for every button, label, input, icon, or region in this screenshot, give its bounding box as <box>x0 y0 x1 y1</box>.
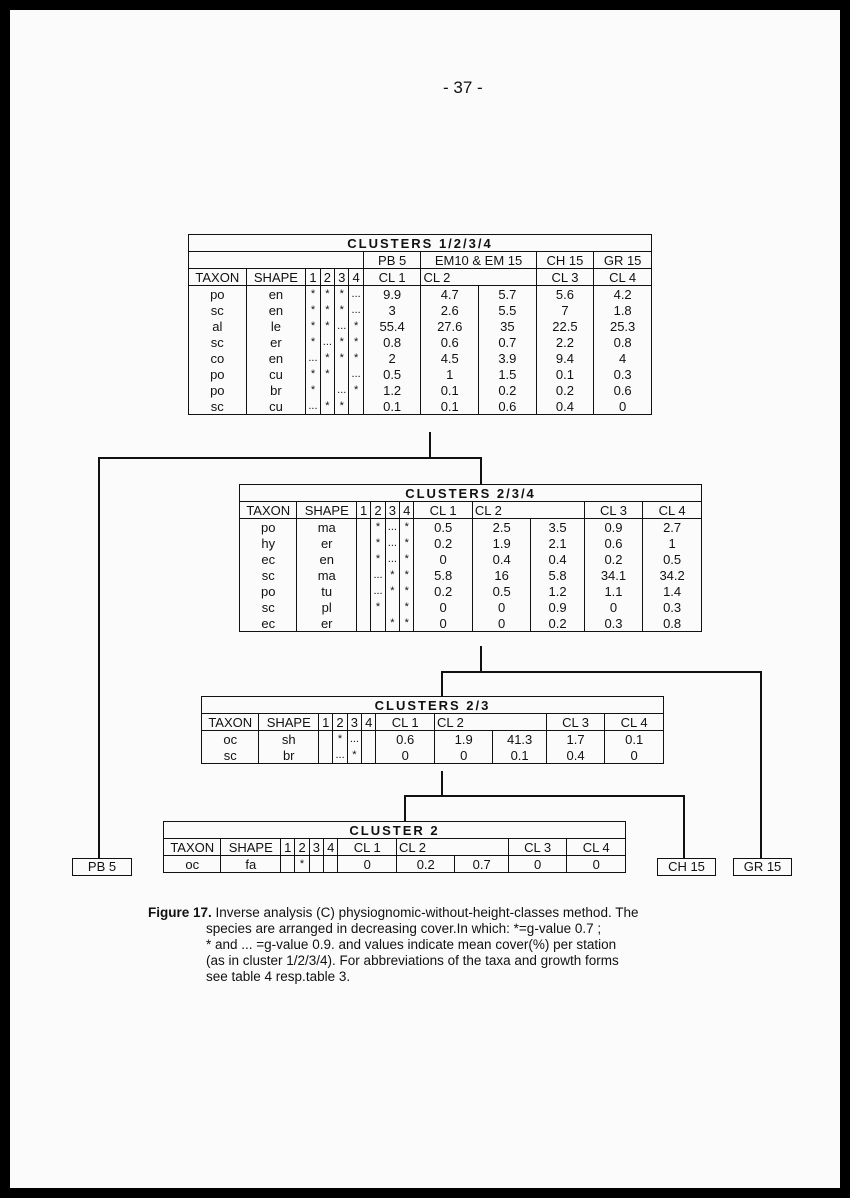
gvalue-cell: ... <box>333 747 347 764</box>
gvalue-cell: * <box>306 382 320 398</box>
figure-caption <box>148 905 718 985</box>
cover-cell: 4.5 <box>421 350 479 366</box>
table-body <box>202 731 664 764</box>
gvalue-cell: * <box>320 286 334 303</box>
cover-cell: 5.5 <box>479 302 537 318</box>
header-cl1: CL 1 <box>414 502 472 519</box>
cover-cell: 0 <box>376 747 435 764</box>
header-col-3: 3 <box>335 269 349 286</box>
header-cl2: CL 2 <box>421 269 536 286</box>
gvalue-cell: * <box>400 535 414 551</box>
cover-cell: 0.4 <box>472 551 530 567</box>
table-title: CLUSTERS 2/3 <box>202 697 664 714</box>
shape-cell: cu <box>246 398 306 415</box>
cover-cell: 5.8 <box>531 567 584 583</box>
leaf-pb5: PB 5 <box>72 858 132 876</box>
table-row <box>164 856 626 873</box>
gvalue-cell <box>356 583 370 599</box>
cover-cell: 3.9 <box>479 350 537 366</box>
cover-cell: 0 <box>414 615 472 632</box>
shape-cell: er <box>246 334 306 350</box>
shape-cell: en <box>297 551 357 567</box>
cover-cell: 9.4 <box>536 350 594 366</box>
cover-cell: 0 <box>508 856 567 873</box>
cover-cell: 34.2 <box>643 567 702 583</box>
header-col-4: 4 <box>349 269 363 286</box>
cover-cell: 5.8 <box>414 567 472 583</box>
table-row <box>240 599 702 615</box>
cover-cell: 1.5 <box>479 366 537 382</box>
gvalue-cell: * <box>349 350 363 366</box>
gvalue-cell: * <box>306 302 320 318</box>
header-cl1: CL 1 <box>376 714 435 731</box>
cover-cell: 1.4 <box>643 583 702 599</box>
header-cl4: CL 4 <box>594 269 652 286</box>
cover-cell: 0.2 <box>479 382 537 398</box>
shape-cell: en <box>246 302 306 318</box>
shape-cell: er <box>297 535 357 551</box>
cover-cell: 0.1 <box>363 398 421 415</box>
shape-cell: tu <box>297 583 357 599</box>
gvalue-cell <box>356 615 370 632</box>
cover-cell: 0 <box>414 599 472 615</box>
header-shape: SHAPE <box>297 502 357 519</box>
gvalue-cell: ... <box>385 535 399 551</box>
table-row <box>240 535 702 551</box>
shape-cell: ma <box>297 519 357 536</box>
table-row <box>189 366 652 382</box>
table-title: CLUSTERS 1/2/3/4 <box>189 235 652 252</box>
gvalue-cell <box>324 856 338 873</box>
gvalue-cell <box>371 615 385 632</box>
shape-cell: cu <box>246 366 306 382</box>
header-col-3: 3 <box>309 839 323 856</box>
tree-line <box>429 432 431 458</box>
cover-cell: 3 <box>363 302 421 318</box>
table-row <box>240 567 702 583</box>
header-col-2: 2 <box>371 502 385 519</box>
cover-cell: 0.2 <box>536 382 594 398</box>
group-label: CH 15 <box>536 252 594 269</box>
cover-cell: 2.2 <box>536 334 594 350</box>
table-row <box>240 551 702 567</box>
table-row <box>189 318 652 334</box>
shape-cell: ma <box>297 567 357 583</box>
header-taxon: TAXON <box>240 502 297 519</box>
caption-line: (as in cluster 1/2/3/4). For abbreviations of the taxa and growth forms <box>206 953 619 968</box>
table-row <box>240 519 702 536</box>
gvalue-cell: ... <box>335 382 349 398</box>
gvalue-cell: ... <box>347 731 361 748</box>
cover-cell: 1.2 <box>363 382 421 398</box>
gvalue-cell <box>320 382 334 398</box>
cover-cell: 4 <box>594 350 652 366</box>
taxon-cell: sc <box>240 567 297 583</box>
cover-cell: 1.1 <box>584 583 642 599</box>
cover-cell: 0 <box>584 599 642 615</box>
cover-cell: 1.8 <box>594 302 652 318</box>
shape-cell: en <box>246 350 306 366</box>
header-cl3: CL 3 <box>508 839 567 856</box>
header-cl3: CL 3 <box>546 714 605 731</box>
shape-cell: er <box>297 615 357 632</box>
table-row <box>189 286 652 303</box>
shape-cell: en <box>246 286 306 303</box>
taxon-cell: ec <box>240 615 297 632</box>
cover-cell: 0.8 <box>643 615 702 632</box>
cover-cell: 25.3 <box>594 318 652 334</box>
cover-cell: 1 <box>421 366 479 382</box>
gvalue-cell: * <box>335 350 349 366</box>
table-row <box>202 731 664 748</box>
group-label: GR 15 <box>594 252 652 269</box>
gvalue-cell: * <box>335 302 349 318</box>
tree-line <box>441 671 443 696</box>
cover-cell: 7 <box>536 302 594 318</box>
table-body <box>164 856 626 873</box>
cover-cell: 0.5 <box>414 519 472 536</box>
cover-cell: 0.6 <box>594 382 652 398</box>
cover-cell: 0 <box>338 856 397 873</box>
tree-line <box>404 795 406 821</box>
shape-cell: sh <box>259 731 319 748</box>
cover-cell: 27.6 <box>421 318 479 334</box>
taxon-cell: sc <box>189 334 247 350</box>
cover-cell: 0.1 <box>421 382 479 398</box>
gvalue-cell: * <box>320 302 334 318</box>
gvalue-cell: * <box>320 366 334 382</box>
cover-cell: 0.6 <box>479 398 537 415</box>
cover-cell: 41.3 <box>493 731 546 748</box>
taxon-cell: oc <box>164 856 221 873</box>
cluster-table-23 <box>201 696 664 764</box>
group-label: EM10 & EM 15 <box>421 252 536 269</box>
table-row <box>202 747 664 764</box>
cover-cell: 2.7 <box>643 519 702 536</box>
gvalue-cell: * <box>400 615 414 632</box>
gvalue-cell: * <box>371 519 385 536</box>
gvalue-cell: * <box>320 398 334 415</box>
header-cl4: CL 4 <box>643 502 702 519</box>
gvalue-cell: * <box>349 334 363 350</box>
table-row <box>189 350 652 366</box>
cover-cell: 0.2 <box>396 856 455 873</box>
cover-cell: 0.2 <box>414 583 472 599</box>
cover-cell: 22.5 <box>536 318 594 334</box>
gvalue-cell: * <box>385 615 399 632</box>
gvalue-cell: ... <box>349 302 363 318</box>
cover-cell: 0.3 <box>584 615 642 632</box>
gvalue-cell: ... <box>349 286 363 303</box>
gvalue-cell: * <box>400 551 414 567</box>
gvalue-cell <box>356 599 370 615</box>
cover-cell: 0.8 <box>363 334 421 350</box>
cover-cell: 0.1 <box>536 366 594 382</box>
header-cl1: CL 1 <box>363 269 421 286</box>
gvalue-cell: ... <box>306 350 320 366</box>
gvalue-cell: * <box>320 350 334 366</box>
cover-cell: 0 <box>472 599 530 615</box>
header-taxon: TAXON <box>164 839 221 856</box>
table-body <box>240 519 702 632</box>
gvalue-cell <box>356 535 370 551</box>
header-col-4: 4 <box>400 502 414 519</box>
table-row <box>189 334 652 350</box>
cover-cell: 0.9 <box>584 519 642 536</box>
gvalue-cell <box>362 731 376 748</box>
gvalue-cell: ... <box>349 366 363 382</box>
header-cl1: CL 1 <box>338 839 397 856</box>
header-cl4: CL 4 <box>605 714 664 731</box>
tree-line <box>441 671 761 673</box>
header-taxon: TAXON <box>189 269 247 286</box>
gvalue-cell: * <box>371 599 385 615</box>
cover-cell: 16 <box>472 567 530 583</box>
taxon-cell: po <box>240 583 297 599</box>
cover-cell: 5.7 <box>479 286 537 303</box>
cover-cell: 35 <box>479 318 537 334</box>
cover-cell: 0.7 <box>479 334 537 350</box>
cover-cell: 1.7 <box>546 731 605 748</box>
cover-cell: 2.1 <box>531 535 584 551</box>
shape-cell: pl <box>297 599 357 615</box>
gvalue-cell: * <box>295 856 309 873</box>
gvalue-cell: * <box>347 747 361 764</box>
taxon-cell: po <box>240 519 297 536</box>
gvalue-cell: ... <box>335 318 349 334</box>
cover-cell: 1.2 <box>531 583 584 599</box>
group-label: PB 5 <box>363 252 421 269</box>
gvalue-cell: ... <box>371 567 385 583</box>
gvalue-cell <box>356 519 370 536</box>
gvalue-cell: * <box>335 398 349 415</box>
cover-cell: 2.5 <box>472 519 530 536</box>
gvalue-cell <box>356 551 370 567</box>
tree-line <box>480 457 482 484</box>
cover-cell: 0.4 <box>536 398 594 415</box>
shape-cell: fa <box>221 856 281 873</box>
gvalue-cell: * <box>385 583 399 599</box>
cover-cell: 0.5 <box>472 583 530 599</box>
cover-cell: 2 <box>363 350 421 366</box>
tree-line <box>404 795 684 797</box>
cover-cell: 0.2 <box>584 551 642 567</box>
table-title: CLUSTERS 2/3/4 <box>240 485 702 502</box>
taxon-cell: hy <box>240 535 297 551</box>
header-col-2: 2 <box>295 839 309 856</box>
taxon-cell: sc <box>189 302 247 318</box>
cover-cell: 0.3 <box>643 599 702 615</box>
table-row <box>240 583 702 599</box>
tree-line <box>683 795 685 859</box>
gvalue-cell: * <box>349 382 363 398</box>
cover-cell: 1.9 <box>472 535 530 551</box>
taxon-cell: co <box>189 350 247 366</box>
gvalue-cell <box>362 747 376 764</box>
cover-cell: 0.6 <box>421 334 479 350</box>
table-row <box>189 398 652 415</box>
cover-cell: 0.9 <box>531 599 584 615</box>
tree-line <box>480 646 482 672</box>
caption-line: * and ... =g-value 0.9. and values indicate mean cover(%) per station <box>206 937 617 952</box>
cluster-table-2 <box>163 821 626 873</box>
gvalue-cell <box>319 747 333 764</box>
header-col-4: 4 <box>324 839 338 856</box>
shape-cell: br <box>246 382 306 398</box>
gvalue-cell: * <box>320 318 334 334</box>
cover-cell: 0.2 <box>414 535 472 551</box>
cover-cell: 0.3 <box>594 366 652 382</box>
caption-text: Inverse analysis (C) physiognomic-without-height-classes method. The <box>211 905 639 920</box>
taxon-cell: po <box>189 366 247 382</box>
blank-cell <box>189 252 364 269</box>
gvalue-cell: ... <box>320 334 334 350</box>
cover-cell: 0 <box>472 615 530 632</box>
gvalue-cell <box>309 856 323 873</box>
gvalue-cell: * <box>349 318 363 334</box>
tree-line <box>441 771 443 796</box>
table-row <box>189 382 652 398</box>
cover-cell: 0 <box>567 856 626 873</box>
cover-cell: 0.4 <box>546 747 605 764</box>
gvalue-cell: ... <box>385 551 399 567</box>
gvalue-cell <box>349 398 363 415</box>
cover-cell: 2.6 <box>421 302 479 318</box>
gvalue-cell: * <box>335 334 349 350</box>
caption-line <box>148 905 718 921</box>
cover-cell: 4.7 <box>421 286 479 303</box>
gvalue-cell: * <box>306 318 320 334</box>
cover-cell: 1 <box>643 535 702 551</box>
shape-cell: br <box>259 747 319 764</box>
gvalue-cell: * <box>371 535 385 551</box>
cluster-table-234 <box>239 484 702 632</box>
header-col-3: 3 <box>385 502 399 519</box>
cover-cell: 5.6 <box>536 286 594 303</box>
leaf-ch15: CH 15 <box>657 858 716 876</box>
header-col-1: 1 <box>319 714 333 731</box>
tree-line <box>98 457 481 459</box>
cover-cell: 4.2 <box>594 286 652 303</box>
taxon-cell: sc <box>240 599 297 615</box>
cover-cell: 0 <box>434 747 493 764</box>
gvalue-cell <box>281 856 295 873</box>
gvalue-cell <box>335 366 349 382</box>
header-col-1: 1 <box>306 269 320 286</box>
gvalue-cell: * <box>400 519 414 536</box>
header-cl2: CL 2 <box>396 839 508 856</box>
leaf-gr15: GR 15 <box>733 858 792 876</box>
gvalue-cell <box>385 599 399 615</box>
caption-line: see table 4 resp.table 3. <box>206 969 351 984</box>
taxon-cell: po <box>189 286 247 303</box>
gvalue-cell <box>356 567 370 583</box>
gvalue-cell: ... <box>385 519 399 536</box>
header-col-1: 1 <box>281 839 295 856</box>
table-body <box>189 286 652 415</box>
taxon-cell: ec <box>240 551 297 567</box>
header-cl2: CL 2 <box>472 502 584 519</box>
tree-line <box>760 671 762 859</box>
header-shape: SHAPE <box>246 269 306 286</box>
cover-cell: 0 <box>605 747 664 764</box>
taxon-cell: po <box>189 382 247 398</box>
header-shape: SHAPE <box>259 714 319 731</box>
cover-cell: 55.4 <box>363 318 421 334</box>
gvalue-cell: * <box>335 286 349 303</box>
cover-cell: 0.4 <box>531 551 584 567</box>
taxon-cell: sc <box>189 398 247 415</box>
gvalue-cell: ... <box>371 583 385 599</box>
caption-line: species are arranged in decreasing cover.In which: *=g-value 0.7 ; <box>206 921 602 936</box>
header-cl2: CL 2 <box>434 714 546 731</box>
header-taxon: TAXON <box>202 714 259 731</box>
header-shape: SHAPE <box>221 839 281 856</box>
header-col-1: 1 <box>356 502 370 519</box>
gvalue-cell: ... <box>306 398 320 415</box>
header-col-2: 2 <box>320 269 334 286</box>
gvalue-cell: * <box>385 567 399 583</box>
tree-line <box>98 457 100 859</box>
cover-cell: 3.5 <box>531 519 584 536</box>
cluster-table-1234 <box>188 234 652 415</box>
cover-cell: 0.5 <box>363 366 421 382</box>
caption-label: Figure 17. <box>148 905 212 920</box>
shape-cell: le <box>246 318 306 334</box>
gvalue-cell: * <box>306 286 320 303</box>
cover-cell: 0.1 <box>421 398 479 415</box>
cover-cell: 34.1 <box>584 567 642 583</box>
gvalue-cell: * <box>306 366 320 382</box>
gvalue-cell: * <box>400 583 414 599</box>
header-cl3: CL 3 <box>536 269 594 286</box>
cover-cell: 9.9 <box>363 286 421 303</box>
taxon-cell: al <box>189 318 247 334</box>
cover-cell: 0.8 <box>594 334 652 350</box>
gvalue-cell: * <box>333 731 347 748</box>
header-col-4: 4 <box>362 714 376 731</box>
cover-cell: 0.6 <box>584 535 642 551</box>
header-cl3: CL 3 <box>584 502 642 519</box>
table-row <box>189 302 652 318</box>
cover-cell: 0.1 <box>605 731 664 748</box>
cover-cell: 1.9 <box>434 731 493 748</box>
cover-cell: 0.5 <box>643 551 702 567</box>
taxon-cell: sc <box>202 747 259 764</box>
gvalue-cell: * <box>400 567 414 583</box>
table-row <box>240 615 702 632</box>
table-title: CLUSTER 2 <box>164 822 626 839</box>
page-number: - 37 - <box>443 78 483 97</box>
cover-cell: 0.2 <box>531 615 584 632</box>
cover-cell: 0.6 <box>376 731 435 748</box>
gvalue-cell: * <box>371 551 385 567</box>
gvalue-cell: * <box>306 334 320 350</box>
cover-cell: 0 <box>414 551 472 567</box>
gvalue-cell <box>319 731 333 748</box>
header-col-3: 3 <box>347 714 361 731</box>
cover-cell: 0.7 <box>455 856 508 873</box>
cover-cell: 0.1 <box>493 747 546 764</box>
gvalue-cell: * <box>400 599 414 615</box>
taxon-cell: oc <box>202 731 259 748</box>
header-col-2: 2 <box>333 714 347 731</box>
header-cl4: CL 4 <box>567 839 626 856</box>
cover-cell: 0 <box>594 398 652 415</box>
